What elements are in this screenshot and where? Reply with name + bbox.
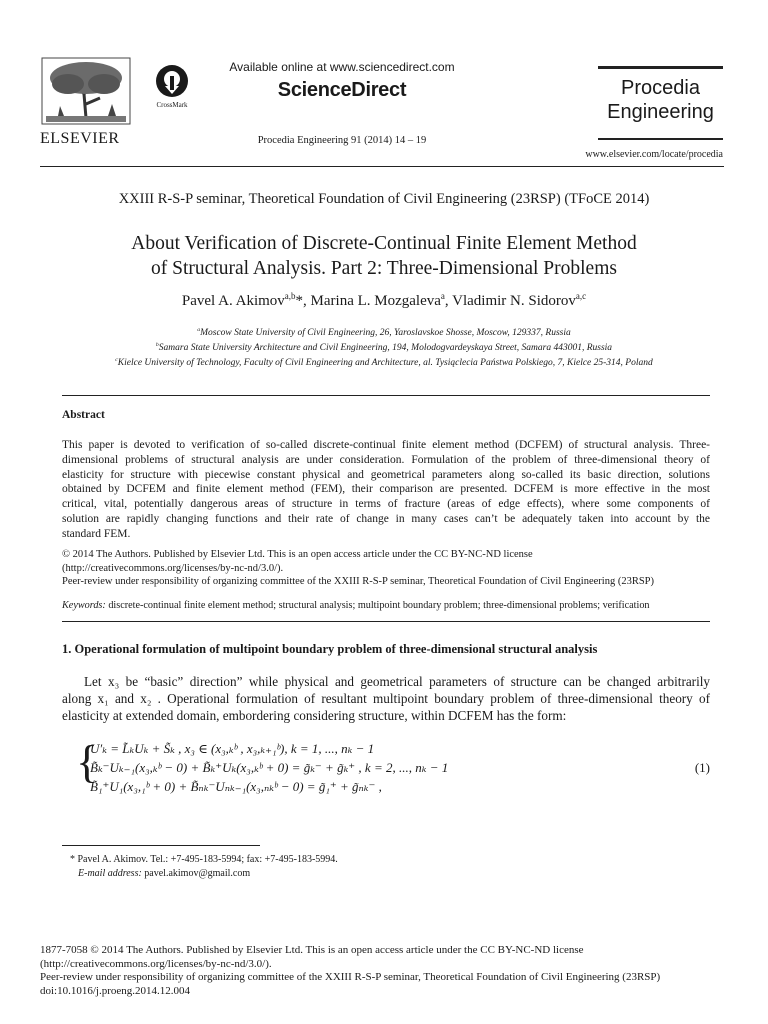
abstract-line: obtained by DCFEM and finite element method (FEM), their comparison are presented. DCFEM is more effective in the most — [62, 483, 710, 496]
affiliation-c-mark: c — [115, 356, 118, 363]
email-address[interactable]: pavel.akimov@gmail.com — [141, 868, 251, 879]
affiliation-c — [40, 356, 728, 371]
footnote — [70, 853, 338, 881]
keywords — [62, 600, 722, 611]
license-link[interactable]: (http://creativecommons.org/licenses/by-nc-nd/3.0/). — [62, 562, 284, 574]
keywords-text: discrete-continual finite element method; structural analysis; multipoint boundary problem; three-dimensional problems; verification — [105, 600, 650, 611]
affiliation-b-text: Samara State University Architecture and Civil Engineering, 194, Molodogvardeyskaya Street, Samara 443001, Russia — [158, 343, 613, 353]
footer-peer-review: Peer-review under responsibility of organizing committee of the XXIII R-S-P seminar, Theoretical Foundation of Civil Engineering (23RSP) — [40, 971, 661, 983]
elsevier-tree-icon — [38, 54, 134, 128]
paper-title-line2: of Structural Analysis. Part 2: Three-Dimensional Problems — [151, 258, 617, 279]
author-mozgaleva: Marina L. Mozgaleva — [310, 293, 441, 309]
footnote-rule — [62, 845, 260, 846]
author-list — [40, 293, 728, 310]
corresponding-mark: *, — [295, 293, 311, 309]
email-label: E-mail address: — [78, 868, 142, 879]
equation-brace: { — [76, 736, 99, 787]
affiliation-c-text: Kielce University of Technology, Faculty of Civil Engineering and Architecture, al. Tysiąclecia Państwa Polskiego, 7, Kielce 25-314, Poland — [117, 358, 653, 368]
author-mozgaleva-affil: a — [440, 291, 445, 301]
author-akimov-affil: a,b — [284, 291, 296, 301]
paper-title — [40, 231, 728, 281]
abstract-body — [62, 438, 710, 542]
section-heading: 1. Operational formulation of multipoint boundary problem of three-dimensional structural analysis — [62, 642, 598, 656]
elsevier-logo — [38, 54, 134, 146]
journal-title-line1: Procedia — [621, 77, 700, 99]
publisher-name: ELSEVIER — [40, 130, 120, 147]
keywords-label: Keywords: — [62, 600, 106, 611]
paragraph-line2: along x₁ and x₂ . Operational formulation of resultant multipoint boundary problem of three-dimensional theory of — [62, 691, 710, 706]
corresponding-author-contact: * Pavel A. Akimov. Tel.: +7-495-183-5994; fax: +7-495-183-5994. — [70, 854, 338, 865]
abstract-heading: Abstract — [62, 409, 105, 421]
equation-line3: B̃₁⁺U₁(x₃,₁ᵇ + 0) + B̃ₙₖ⁻Uₙₖ₋₁(x₃,ₙₖᵇ − 0) = g̃₁⁺ + g̃ₙₖ⁻ , — [90, 779, 382, 794]
affiliation-a — [40, 326, 728, 341]
journal-box-bottom-rule — [598, 138, 723, 140]
abstract-bottom-rule — [62, 621, 710, 622]
journal-title — [598, 76, 723, 124]
affiliation-b — [40, 341, 728, 356]
journal-citation: Procedia Engineering 91 (2014) 14 – 19 — [257, 135, 427, 146]
crossmark-badge[interactable] — [150, 64, 194, 110]
abstract-line: This paper is devoted to verification of so-called discrete-continual finite element method (DCFEM) of structural analysis. Three- — [62, 439, 710, 451]
affiliation-a-text: Moscow State University of Civil Engineering, 26, Yaroslavskoe Shosse, Moscow, 129337, Russia — [200, 328, 571, 338]
author-sidorov: Vladimir N. Sidorov — [452, 293, 576, 309]
email-line — [70, 867, 338, 881]
footer-issn-copyright: 1877-7058 © 2014 The Authors. Published by Elsevier Ltd. This is an open access article under the CC BY-NC-ND license — [40, 944, 584, 956]
abstract-line: dimensional problems of structural analysis are under consideration. Formulation of the problem of three-dimensional theory of — [62, 453, 710, 466]
copyright-notice — [62, 548, 710, 589]
journal-box-top-rule — [598, 66, 723, 69]
conference-name: XXIII R-S-P seminar, Theoretical Foundation of Civil Engineering (23RSP) (TFoCE 2014) — [118, 191, 650, 207]
abstract-top-rule — [62, 395, 710, 396]
equation-number: (1) — [694, 760, 710, 775]
paragraph-line3: elasticity at extended domain, embordering considering structure, within DCFEM has the form: — [62, 708, 567, 723]
paper-title-line1: About Verification of Discrete-Continual Finite Element Method — [131, 233, 637, 254]
available-online[interactable]: Available online at www.sciencedirect.com — [229, 60, 455, 74]
affiliation-b-mark: b — [155, 341, 159, 348]
header-rule — [40, 166, 724, 167]
affiliation-list — [40, 326, 728, 371]
author-akimov: Pavel A. Akimov — [181, 293, 285, 309]
footer-license-link[interactable]: (http://creativecommons.org/licenses/by-nc-nd/3.0/). — [40, 957, 272, 970]
peer-review-note: Peer-review under responsibility of organizing committee of the XXIII R-S-P seminar, Theoretical Foundation of Civil Engineering (23RSP) — [62, 576, 655, 587]
footer-doi[interactable]: doi:10.1016/j.proeng.2014.12.004 — [40, 984, 191, 997]
author-sidorov-affil: a,c — [575, 291, 587, 301]
equation-line2: B̃ₖ⁻Uₖ₋₁(x₃,ₖᵇ − 0) + B̃ₖ⁺Uₖ(x₃,ₖᵇ + 0) = g̃ₖ⁻ + g̃ₖ⁺ , k = 2, ..., nₖ − 1 — [90, 760, 449, 775]
copyright-line1: © 2014 The Authors. Published by Elsevier Ltd. This is an open access article under the CC BY-NC-ND license — [62, 549, 533, 560]
journal-url[interactable]: www.elsevier.com/locate/procedia — [585, 149, 723, 160]
page-footer — [40, 944, 730, 998]
crossmark-label: CrossMark — [156, 101, 188, 109]
abstract-lines — [62, 438, 710, 527]
crossmark-icon — [155, 64, 189, 98]
author-separator: , — [444, 293, 453, 309]
section-paragraph — [62, 673, 710, 724]
affiliation-a-mark: a — [197, 326, 201, 333]
paragraph-line1: Let x₃ be “basic” direction” while physical and geometrical parameters of structure can be changed arbitrarily — [84, 674, 710, 689]
journal-title-line2: Engineering — [607, 101, 714, 123]
abstract-line: critical, vital, potentially dangerous areas of structure in terms of fracture (areas of edge effects), where some components of — [62, 498, 710, 511]
equation-line1: U′ₖ = L̃ₖUₖ + S̃ₖ , x₃ ∈ (x₃,ₖᵇ , x₃,ₖ₊₁ᵇ), k = 1, ..., nₖ − 1 — [90, 741, 375, 756]
abstract-line: elasticity for structure with piecewise constant physical and geometrical parameters along so-called its basic direction, solutions — [62, 468, 710, 481]
sciencedirect-brand[interactable]: ScienceDirect — [277, 79, 407, 101]
abstract-last-line: standard FEM. — [62, 527, 131, 540]
abstract-line: solution are rapidly changing functions and their rate of change in many cases can’t be adequately taken into account by the — [62, 512, 710, 525]
